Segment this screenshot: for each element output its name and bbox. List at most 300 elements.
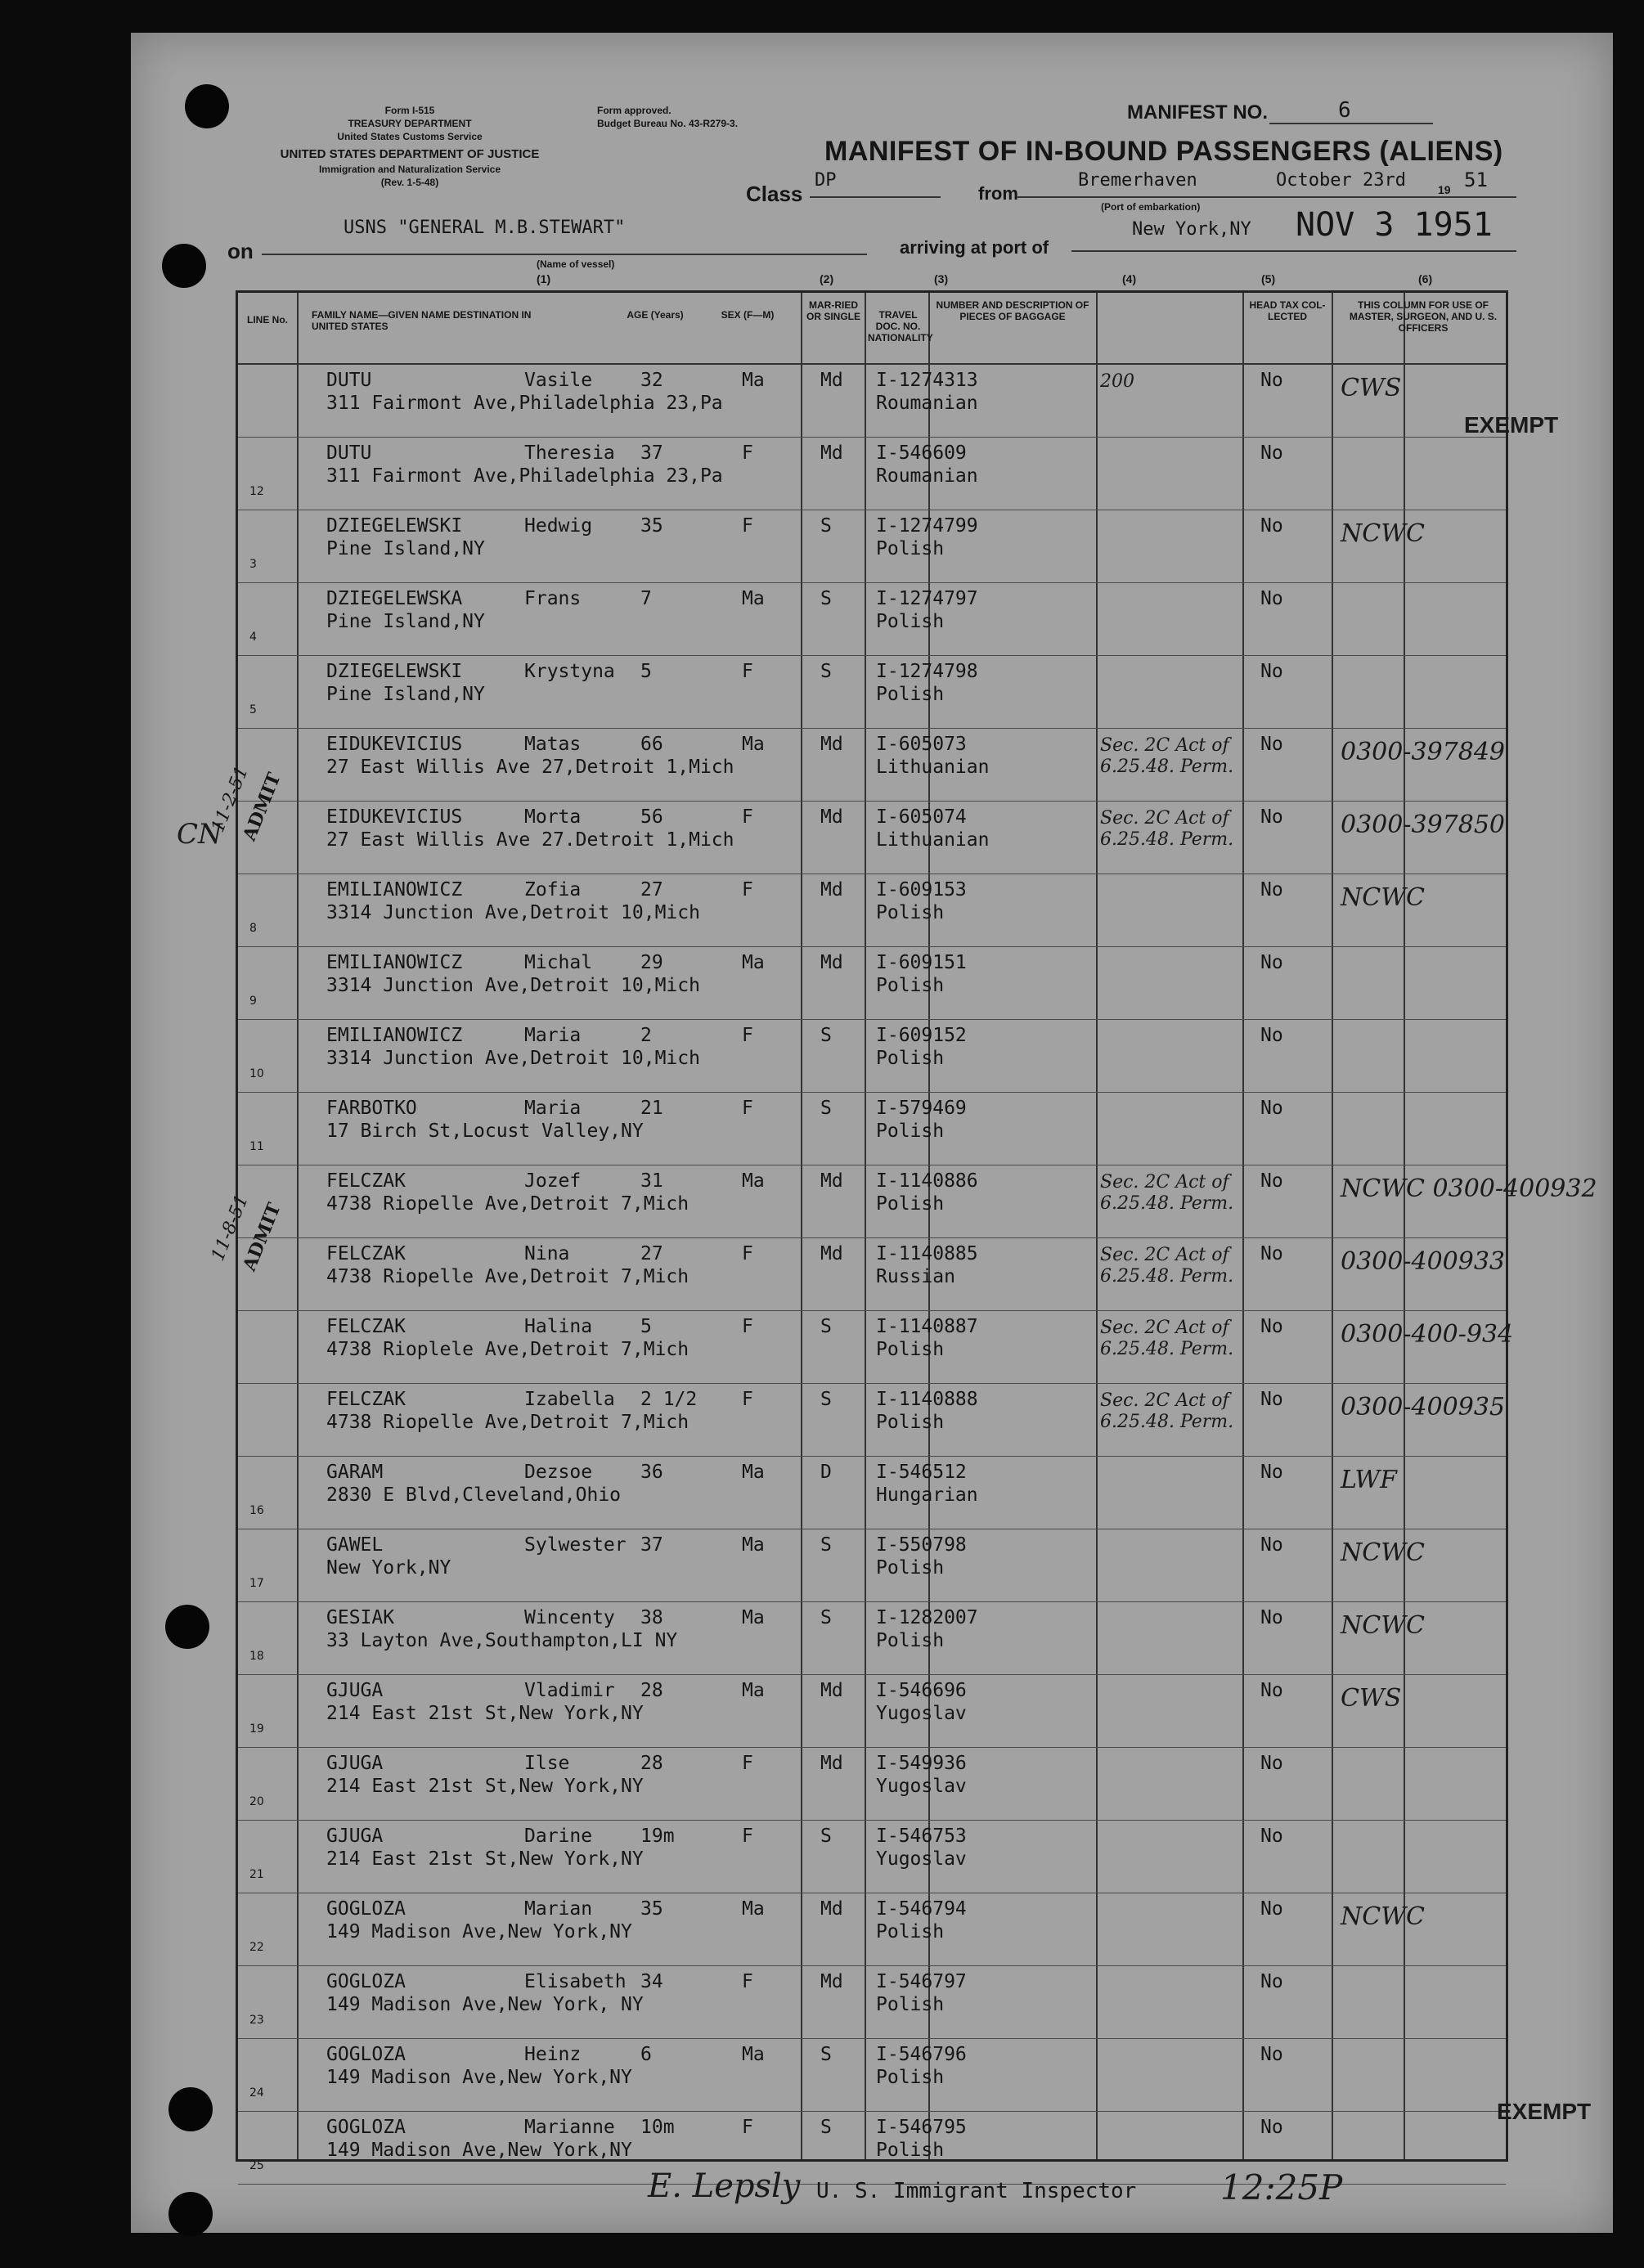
- family-name: EIDUKEVICIUS: [326, 734, 463, 755]
- officer-note: CWS: [1341, 1684, 1402, 1713]
- head-tax: No: [1260, 370, 1283, 391]
- travel-doc-no: I-609153: [876, 879, 967, 900]
- marital-status: Md: [820, 952, 843, 973]
- family-name: DUTU: [326, 442, 372, 464]
- head-tax: No: [1260, 588, 1283, 609]
- family-name: EMILIANOWICZ: [326, 879, 463, 900]
- age: 27: [640, 1243, 663, 1264]
- line-number: 16: [249, 1504, 264, 1517]
- family-name: FELCZAK: [326, 1243, 406, 1264]
- age: 66: [640, 734, 663, 755]
- punch-hole: [168, 2087, 213, 2131]
- col-number-5: (5): [1261, 272, 1276, 285]
- header-officers: THIS COLUMN FOR USE OF MASTER, SURGEON, AND U. S. OFFICERS: [1349, 299, 1498, 334]
- family-name: EMILIANOWICZ: [326, 1025, 463, 1046]
- destination: 4738 Riopelle Ave,Detroit 7,Mich: [326, 1266, 689, 1287]
- line-number: 21: [249, 1868, 264, 1881]
- family-name: GJUGA: [326, 1826, 384, 1847]
- line-number: 12: [249, 485, 264, 498]
- line-number: 10: [249, 1067, 264, 1080]
- arriving-label: arriving at port of: [900, 237, 1049, 258]
- given-name: Vasile: [524, 370, 593, 391]
- manifest-no-label: MANIFEST NO.: [1127, 101, 1268, 124]
- marital-status: S: [820, 515, 832, 537]
- header-age: AGE (Years): [627, 309, 684, 321]
- family-name: GJUGA: [326, 1680, 384, 1701]
- head-tax: No: [1260, 1680, 1283, 1701]
- given-name: Halina: [524, 1316, 593, 1337]
- nationality: Polish: [876, 1921, 945, 1942]
- head-tax: No: [1260, 1316, 1283, 1337]
- inspector-label: U. S. Immigrant Inspector: [816, 2179, 1137, 2203]
- officer-note: NCWC: [1341, 1611, 1425, 1640]
- officer-note: NCWC: [1341, 1902, 1425, 1931]
- destination: 3314 Junction Ave,Detroit 10,Mich: [326, 1048, 700, 1069]
- header-head-tax: HEAD TAX COL-LECTED: [1249, 299, 1326, 322]
- head-tax: No: [1260, 1753, 1283, 1774]
- age: 56: [640, 806, 663, 828]
- age: 35: [640, 515, 663, 537]
- destination: 17 Birch St,Locust Valley,NY: [326, 1121, 644, 1142]
- class-value: DP: [815, 170, 837, 191]
- head-tax: No: [1260, 1534, 1283, 1556]
- destination: 214 East 21st St,New York,NY: [326, 1848, 644, 1870]
- destination: 149 Madison Ave,New York, NY: [326, 1994, 644, 2015]
- nationality: Lithuanian: [876, 757, 990, 778]
- head-tax: No: [1260, 1389, 1283, 1410]
- marital-status: Md: [820, 1170, 843, 1192]
- age: 36: [640, 1462, 663, 1483]
- family-name: DUTU: [326, 370, 372, 391]
- destination: 4738 Riopelle Ave,Detroit 7,Mich: [326, 1412, 689, 1433]
- given-name: Jozef: [524, 1170, 582, 1192]
- travel-doc-no: I-605073: [876, 734, 967, 755]
- customs-service: United States Customs Service: [337, 131, 483, 142]
- age: 10m: [640, 2117, 675, 2138]
- destination: 311 Fairmont Ave,Philadelphia 23,Pa: [326, 393, 723, 414]
- sex: F: [742, 879, 753, 900]
- given-name: Hedwig: [524, 515, 593, 537]
- col-number-1: (1): [537, 272, 551, 285]
- officer-note: LWF: [1341, 1466, 1397, 1494]
- table-row: [238, 1165, 1597, 1238]
- sex: Ma: [742, 1462, 765, 1483]
- destination: 27 East Willis Ave 27,Detroit 1,Mich: [326, 757, 734, 778]
- officer-note: NCWC: [1341, 519, 1425, 548]
- header-married: MAR-RIED OR SINGLE: [806, 299, 860, 322]
- given-name: Wincenty: [524, 1607, 615, 1628]
- destination: 33 Layton Ave,Southampton,LI NY: [326, 1630, 678, 1651]
- age: 5: [640, 1316, 652, 1337]
- given-name: Dezsoe: [524, 1462, 593, 1483]
- time-note: 12:25P: [1220, 2167, 1343, 2207]
- table-row: [238, 1821, 1506, 1893]
- port-embarkation-note: (Port of embarkation): [1101, 201, 1201, 213]
- head-tax: No: [1260, 442, 1283, 464]
- table-row: [238, 438, 1506, 510]
- marital-status: S: [820, 1607, 832, 1628]
- head-tax: No: [1260, 1607, 1283, 1628]
- marital-status: Md: [820, 734, 843, 755]
- travel-doc-no: I-1274798: [876, 661, 978, 682]
- marital-status: S: [820, 1826, 832, 1847]
- form-approved: Form approved.: [597, 105, 672, 116]
- destination: 149 Madison Ave,New York,NY: [326, 2140, 632, 2161]
- head-tax: No: [1260, 806, 1283, 828]
- nationality: Polish: [876, 1994, 945, 2015]
- travel-doc-no: I-1140885: [876, 1243, 978, 1264]
- header-line-no: LINE No.: [247, 314, 288, 326]
- destination: Pine Island,NY: [326, 611, 485, 632]
- age: 19m: [640, 1826, 675, 1847]
- sex: F: [742, 1389, 753, 1410]
- treasury-department: TREASURY DEPARTMENT: [348, 118, 472, 129]
- officer-note: CWS: [1341, 374, 1402, 402]
- sex: F: [742, 1316, 753, 1337]
- family-name: DZIEGELEWSKI: [326, 661, 463, 682]
- sex: Ma: [742, 2044, 765, 2065]
- baggage: Sec. 2C Act of 6.25.48. Perm.: [1100, 1172, 1234, 1214]
- travel-doc-no: I-546796: [876, 2044, 967, 2065]
- destination: 3314 Junction Ave,Detroit 10,Mich: [326, 902, 700, 923]
- given-name: Maria: [524, 1025, 582, 1046]
- head-tax: No: [1260, 1170, 1283, 1192]
- family-name: GESIAK: [326, 1607, 395, 1628]
- sex: F: [742, 515, 753, 537]
- head-tax: No: [1260, 515, 1283, 537]
- age: 27: [640, 879, 663, 900]
- manifest-title: MANIFEST OF IN-BOUND PASSENGERS (ALIENS): [824, 136, 1503, 167]
- head-tax: No: [1260, 1098, 1283, 1119]
- sex: F: [742, 442, 753, 464]
- travel-doc-no: I-1140886: [876, 1170, 978, 1192]
- head-tax: No: [1260, 1971, 1283, 1992]
- nationality: Polish: [876, 1121, 945, 1142]
- nationality: Polish: [876, 1412, 945, 1433]
- head-tax: No: [1260, 1025, 1283, 1046]
- age: 29: [640, 952, 663, 973]
- marital-status: S: [820, 2044, 832, 2065]
- sex: F: [742, 1243, 753, 1264]
- travel-doc-no: I-1274797: [876, 588, 978, 609]
- age: 31: [640, 1170, 663, 1192]
- head-tax: No: [1260, 1243, 1283, 1264]
- age: 5: [640, 661, 652, 682]
- marital-status: S: [820, 661, 832, 682]
- given-name: Elisabeth: [524, 1971, 627, 1992]
- table-row: [238, 1893, 1506, 1966]
- ins-service: Immigration and Naturalization Service: [318, 164, 501, 175]
- given-name: Nina: [524, 1243, 570, 1264]
- nationality: Polish: [876, 1339, 945, 1360]
- marital-status: Md: [820, 1243, 843, 1264]
- given-name: Theresia: [524, 442, 615, 464]
- family-name: FELCZAK: [326, 1170, 406, 1192]
- officer-note: 0300-400935: [1341, 1393, 1506, 1421]
- manifest-number: 6: [1338, 98, 1351, 123]
- nationality: Roumanian: [876, 465, 978, 487]
- given-name: Michal: [524, 952, 593, 973]
- year-prefix: 19: [1438, 183, 1451, 196]
- baggage: Sec. 2C Act of 6.25.48. Perm.: [1100, 735, 1234, 777]
- travel-doc-no: I-546795: [876, 2117, 967, 2138]
- sex: F: [742, 661, 753, 682]
- table-row: [238, 729, 1506, 802]
- nationality: Yugoslav: [876, 1848, 967, 1870]
- family-name: GOGLOZA: [326, 2044, 406, 2065]
- nationality: Roumanian: [876, 393, 978, 414]
- age: 32: [640, 370, 663, 391]
- baggage: Sec. 2C Act of 6.25.48. Perm.: [1100, 1318, 1234, 1359]
- family-name: GJUGA: [326, 1753, 384, 1774]
- admit-date-note: 11-2-51: [208, 763, 253, 836]
- family-name: EMILIANOWICZ: [326, 952, 463, 973]
- marital-status: S: [820, 1389, 832, 1410]
- sex: F: [742, 1971, 753, 1992]
- baggage: 200: [1100, 371, 1134, 392]
- table-row: [238, 1602, 1506, 1675]
- family-name: GARAM: [326, 1462, 384, 1483]
- marital-status: Md: [820, 442, 843, 464]
- sex: F: [742, 1098, 753, 1119]
- line-number: 23: [249, 2014, 264, 2027]
- departure-year: 51: [1464, 168, 1488, 191]
- marital-status: S: [820, 1534, 832, 1556]
- nationality: Polish: [876, 538, 945, 559]
- sex: Ma: [742, 1607, 765, 1628]
- line-number: 18: [249, 1650, 264, 1663]
- header-sex: SEX (F—M): [721, 309, 775, 321]
- officer-note: 0300-400933: [1341, 1247, 1506, 1276]
- table-row: [238, 2039, 1506, 2112]
- family-name: FELCZAK: [326, 1316, 406, 1337]
- col-number-3: (3): [934, 272, 949, 285]
- sex: Ma: [742, 952, 765, 973]
- destination: Pine Island,NY: [326, 684, 485, 705]
- given-name: Krystyna: [524, 661, 615, 682]
- line-number: 11: [249, 1140, 264, 1153]
- line-number: 22: [249, 1941, 264, 1954]
- age: 37: [640, 442, 663, 464]
- header-name: FAMILY NAME—GIVEN NAME DESTINATION IN UNITED STATES: [312, 309, 532, 332]
- vessel-note: (Name of vessel): [537, 258, 615, 270]
- destination: New York,NY: [326, 1557, 451, 1579]
- header-travel-doc: TRAVEL DOC. NO. NATIONALITY: [868, 309, 933, 344]
- punch-hole: [168, 2192, 213, 2236]
- travel-doc-no: I-1282007: [876, 1607, 978, 1628]
- head-tax: No: [1260, 879, 1283, 900]
- marital-status: Md: [820, 1753, 843, 1774]
- age: 37: [640, 1534, 663, 1556]
- officer-note: NCWC: [1341, 1538, 1425, 1567]
- family-name: GOGLOZA: [326, 1898, 406, 1920]
- officer-note: NCWC: [1341, 883, 1425, 912]
- vessel-name: USNS "GENERAL M.B.STEWART": [344, 218, 626, 238]
- destination: 2830 E Blvd,Cleveland,Ohio: [326, 1484, 622, 1506]
- travel-doc-no: I-609152: [876, 1025, 967, 1046]
- head-tax: No: [1260, 952, 1283, 973]
- destination: 311 Fairmont Ave,Philadelphia 23,Pa: [326, 465, 723, 487]
- head-tax: No: [1260, 1462, 1283, 1483]
- travel-doc-no: I-546512: [876, 1462, 967, 1483]
- family-name: GOGLOZA: [326, 2117, 406, 2138]
- head-tax: No: [1260, 661, 1283, 682]
- table-row: [238, 1966, 1506, 2039]
- travel-doc-no: I-1274313: [876, 370, 978, 391]
- age: 28: [640, 1680, 663, 1701]
- marital-status: S: [820, 1098, 832, 1119]
- family-name: EIDUKEVICIUS: [326, 806, 463, 828]
- travel-doc-no: I-546797: [876, 1971, 967, 1992]
- marital-status: S: [820, 1316, 832, 1337]
- nationality: Polish: [876, 1048, 945, 1069]
- age: 35: [640, 1898, 663, 1920]
- head-tax: No: [1260, 2117, 1283, 2138]
- officer-note: 0300-397850: [1341, 811, 1506, 839]
- from-label: from: [978, 183, 1018, 204]
- marital-status: Md: [820, 1971, 843, 1992]
- nationality: Yugoslav: [876, 1776, 967, 1797]
- table-row: [238, 1238, 1506, 1311]
- form-number: Form I-515: [384, 105, 435, 116]
- marital-status: S: [820, 588, 832, 609]
- budget-bureau: Budget Bureau No. 43-R279-3.: [597, 118, 739, 129]
- age: 21: [640, 1098, 663, 1119]
- given-name: Morta: [524, 806, 582, 828]
- line-number: 17: [249, 1577, 264, 1590]
- sex: Ma: [742, 588, 765, 609]
- nationality: Polish: [876, 1193, 945, 1215]
- age: 7: [640, 588, 652, 609]
- given-name: Sylwester: [524, 1534, 627, 1556]
- nationality: Polish: [876, 902, 945, 923]
- nationality: Polish: [876, 975, 945, 996]
- marital-status: S: [820, 2117, 832, 2138]
- travel-doc-no: I-579469: [876, 1098, 967, 1119]
- table-row: [238, 1311, 1514, 1384]
- table-row: [238, 1748, 1506, 1821]
- line-number: 25: [249, 2159, 264, 2172]
- destination: 4738 Riopelle Ave,Detroit 7,Mich: [326, 1193, 689, 1215]
- table-row: [238, 656, 1506, 729]
- baggage: Sec. 2C Act of 6.25.48. Perm.: [1100, 1245, 1234, 1287]
- marital-status: Md: [820, 1898, 843, 1920]
- table-row: [238, 1020, 1506, 1093]
- col-number-6: (6): [1418, 272, 1433, 285]
- exempt-stamp-bottom: EXEMPT: [1497, 2099, 1592, 2124]
- head-tax: No: [1260, 2044, 1283, 2065]
- given-name: Zofia: [524, 879, 582, 900]
- sex: F: [742, 806, 753, 828]
- family-name: GOGLOZA: [326, 1971, 406, 1992]
- family-name: FARBOTKO: [326, 1098, 417, 1119]
- travel-doc-no: I-549936: [876, 1753, 967, 1774]
- travel-doc-no: I-1274799: [876, 515, 978, 537]
- header-baggage: NUMBER AND DESCRIPTION OF PIECES OF BAGGAGE: [936, 299, 1089, 322]
- cn-note: CN: [177, 818, 222, 851]
- destination: 27 East Willis Ave 27.Detroit 1,Mich: [326, 829, 734, 851]
- marital-status: S: [820, 1025, 832, 1046]
- table-row: [238, 802, 1506, 874]
- given-name: Frans: [524, 588, 582, 609]
- line-number: 20: [249, 1795, 264, 1808]
- age: 2: [640, 1025, 652, 1046]
- nationality: Polish: [876, 1630, 945, 1651]
- revision-date: (Rev. 1-5-48): [380, 177, 439, 188]
- class-label: Class: [746, 182, 803, 206]
- arrival-date-stamp: NOV 3 1951: [1296, 206, 1493, 244]
- nationality: Hungarian: [876, 1484, 978, 1506]
- given-name: Marianne: [524, 2117, 615, 2138]
- from-port: Bremerhaven: [1078, 170, 1197, 191]
- departure-date: October 23rd: [1276, 170, 1406, 191]
- given-name: Maria: [524, 1098, 582, 1119]
- family-name: DZIEGELEWSKA: [326, 588, 463, 609]
- nationality: Polish: [876, 2140, 945, 2161]
- nationality: Russian: [876, 1266, 955, 1287]
- travel-doc-no: I-550798: [876, 1534, 967, 1556]
- age: 38: [640, 1607, 663, 1628]
- table-row: [238, 947, 1506, 1020]
- given-name: Ilse: [524, 1753, 570, 1774]
- admit-date-note-2: 11-8-51: [208, 1192, 253, 1264]
- sex: Ma: [742, 370, 765, 391]
- head-tax: No: [1260, 1826, 1283, 1847]
- travel-doc-no: I-1140888: [876, 1389, 978, 1410]
- destination: 4738 Rioplele Ave,Detroit 7,Mich: [326, 1339, 689, 1360]
- given-name: Darine: [524, 1826, 593, 1847]
- sex: Ma: [742, 1170, 765, 1192]
- given-name: Marian: [524, 1898, 593, 1920]
- officer-note: NCWC 0300-400932: [1341, 1174, 1597, 1203]
- officer-note: 0300-400-934: [1341, 1320, 1514, 1349]
- destination: 214 East 21st St,New York,NY: [326, 1776, 644, 1797]
- punch-hole: [185, 84, 229, 128]
- table-row: [238, 510, 1506, 583]
- marital-status: Md: [820, 370, 843, 391]
- age: 6: [640, 2044, 652, 2065]
- line-number: 24: [249, 2086, 264, 2100]
- destination: 214 East 21st St,New York,NY: [326, 1703, 644, 1724]
- table-row: [238, 1457, 1506, 1529]
- age: 34: [640, 1971, 663, 1992]
- head-tax: No: [1260, 1898, 1283, 1920]
- officer-note: 0300-397849: [1341, 738, 1506, 766]
- age: 2 1/2: [640, 1389, 698, 1410]
- line-number: 8: [249, 922, 257, 935]
- sex: F: [742, 1025, 753, 1046]
- destination: 3314 Junction Ave,Detroit 10,Mich: [326, 975, 700, 996]
- line-number: 9: [249, 995, 257, 1008]
- admit-stamp: ADMIT: [239, 770, 285, 844]
- sex: F: [742, 1826, 753, 1847]
- sex: Ma: [742, 734, 765, 755]
- travel-doc-no: I-546609: [876, 442, 967, 464]
- head-tax: No: [1260, 734, 1283, 755]
- nationality: Lithuanian: [876, 829, 990, 851]
- marital-status: Md: [820, 1680, 843, 1701]
- sex: Ma: [742, 1898, 765, 1920]
- destination: 149 Madison Ave,New York,NY: [326, 2067, 632, 2088]
- table-row: [238, 1675, 1506, 1748]
- baggage: Sec. 2C Act of 6.25.48. Perm.: [1100, 808, 1234, 850]
- line-number: 3: [249, 558, 257, 571]
- line-number: 5: [249, 703, 257, 716]
- col-number-2: (2): [820, 272, 834, 285]
- given-name: Izabella: [524, 1389, 615, 1410]
- travel-doc-no: I-546696: [876, 1680, 967, 1701]
- sex: F: [742, 2117, 753, 2138]
